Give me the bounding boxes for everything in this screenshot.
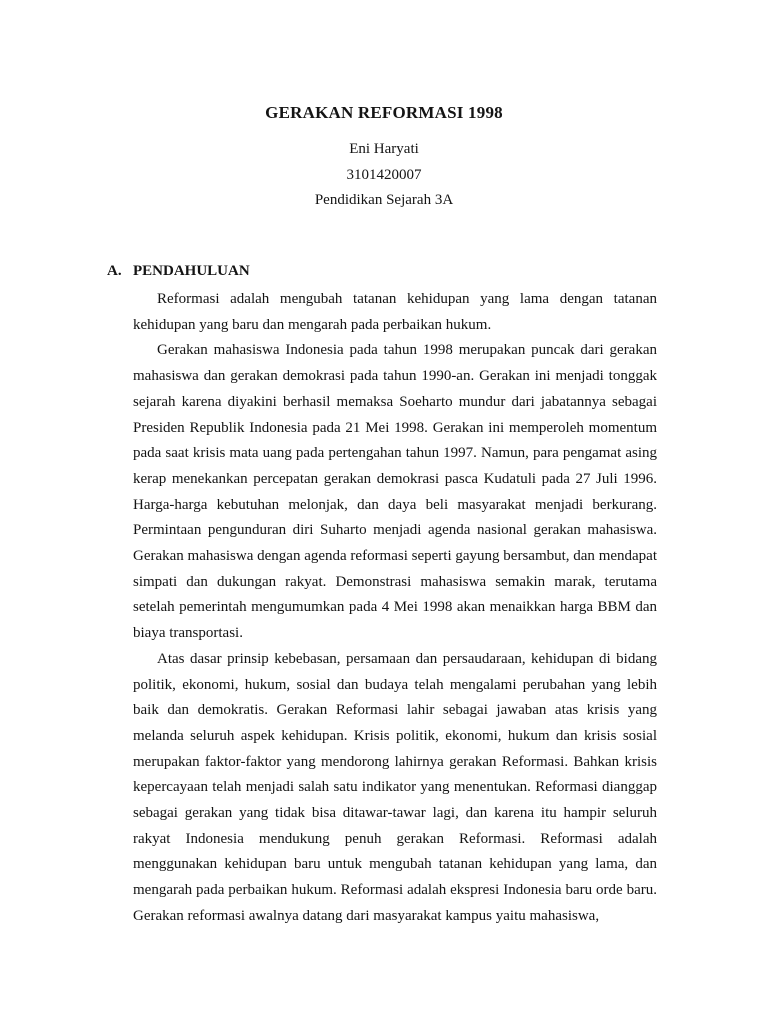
paragraph-3: Atas dasar prinsip kebebasan, persamaan dan persaudaraan, kehidupan di bidang politik, ekonomi, hukum, sosial dan budaya telah mengalami perubahan yang lebih baik dan demokratis. Gerakan Reformasi lahir sebagai jawaban atas krisis yang melanda seluruh aspek kehidupan. Krisis politik, ekonomi, hukum dan krisis sosial merupakan faktor-faktor yang mendorong lahirnya gerakan Reformasi. Bahkan krisis kepercayaan telah menjadi salah satu indikator yang menentukan. Reformasi dianggap sebagai gerakan yang tidak bisa ditawar-tawar lagi, dan karena itu hampir seluruh rakyat Indonesia mendukung penuh gerakan Reformasi. Reformasi adalah menggunakan kehidupan baru untuk mengubah tatanan kehidupan yang lama, dan mengarah pada perbaikan hukum. Reformasi adalah ekspresi Indonesia baru orde baru. Gerakan reformasi awalnya datang dari masyarakat kampus yaitu mahasiswa, — [133, 650, 657, 924]
student-id: 3101420007 — [346, 167, 422, 183]
section-letter: A. — [107, 263, 122, 279]
section-title: PENDAHULUAN — [133, 263, 250, 279]
section-heading — [107, 262, 250, 280]
author-name: Eni Haryati — [349, 141, 419, 157]
paragraph-1: Reformasi adalah mengubah tatanan kehidupan yang lama dengan tatanan kehidupan yang baru dan mengarah pada perbaikan hukum. — [133, 291, 657, 333]
document-title: GERAKAN REFORMASI 1998 — [265, 103, 503, 122]
department-class: Pendidikan Sejarah 3A — [314, 192, 454, 208]
paragraph-2: Gerakan mahasiswa Indonesia pada tahun 1998 merupakan puncak dari gerakan mahasiswa dan gerakan demokrasi pada tahun 1990-an. Gerakan ini menjadi tonggak sejarah karena diyakini berhasil memaksa Soeharto mundur dari jabatannya sebagai Presiden Republik Indonesia pada 21 Mei 1998. Gerakan ini memperoleh momentum pada saat krisis mata uang pada pertengahan tahun 1997. Namun, para pengamat asing kerap menekankan percepatan gerakan demokrasi pasca Kudatuli pada 27 Juli 1996. Harga-harga kebutuhan melonjak, dan daya beli masyarakat menjadi berkurang. Permintaan pengunduran diri Suharto menjadi agenda nasional gerakan mahasiswa. Gerakan mahasiswa dengan agenda reformasi seperti gayung bersambut, dan mendapat simpati dan dukungan rakyat. Demonstrasi mahasiswa semakin marak, terutama setelah pemerintah mengumumkan pada 4 Mei 1998 akan menaikkan harga BBM dan biaya transportasi. — [133, 342, 657, 642]
section-body — [133, 287, 657, 930]
